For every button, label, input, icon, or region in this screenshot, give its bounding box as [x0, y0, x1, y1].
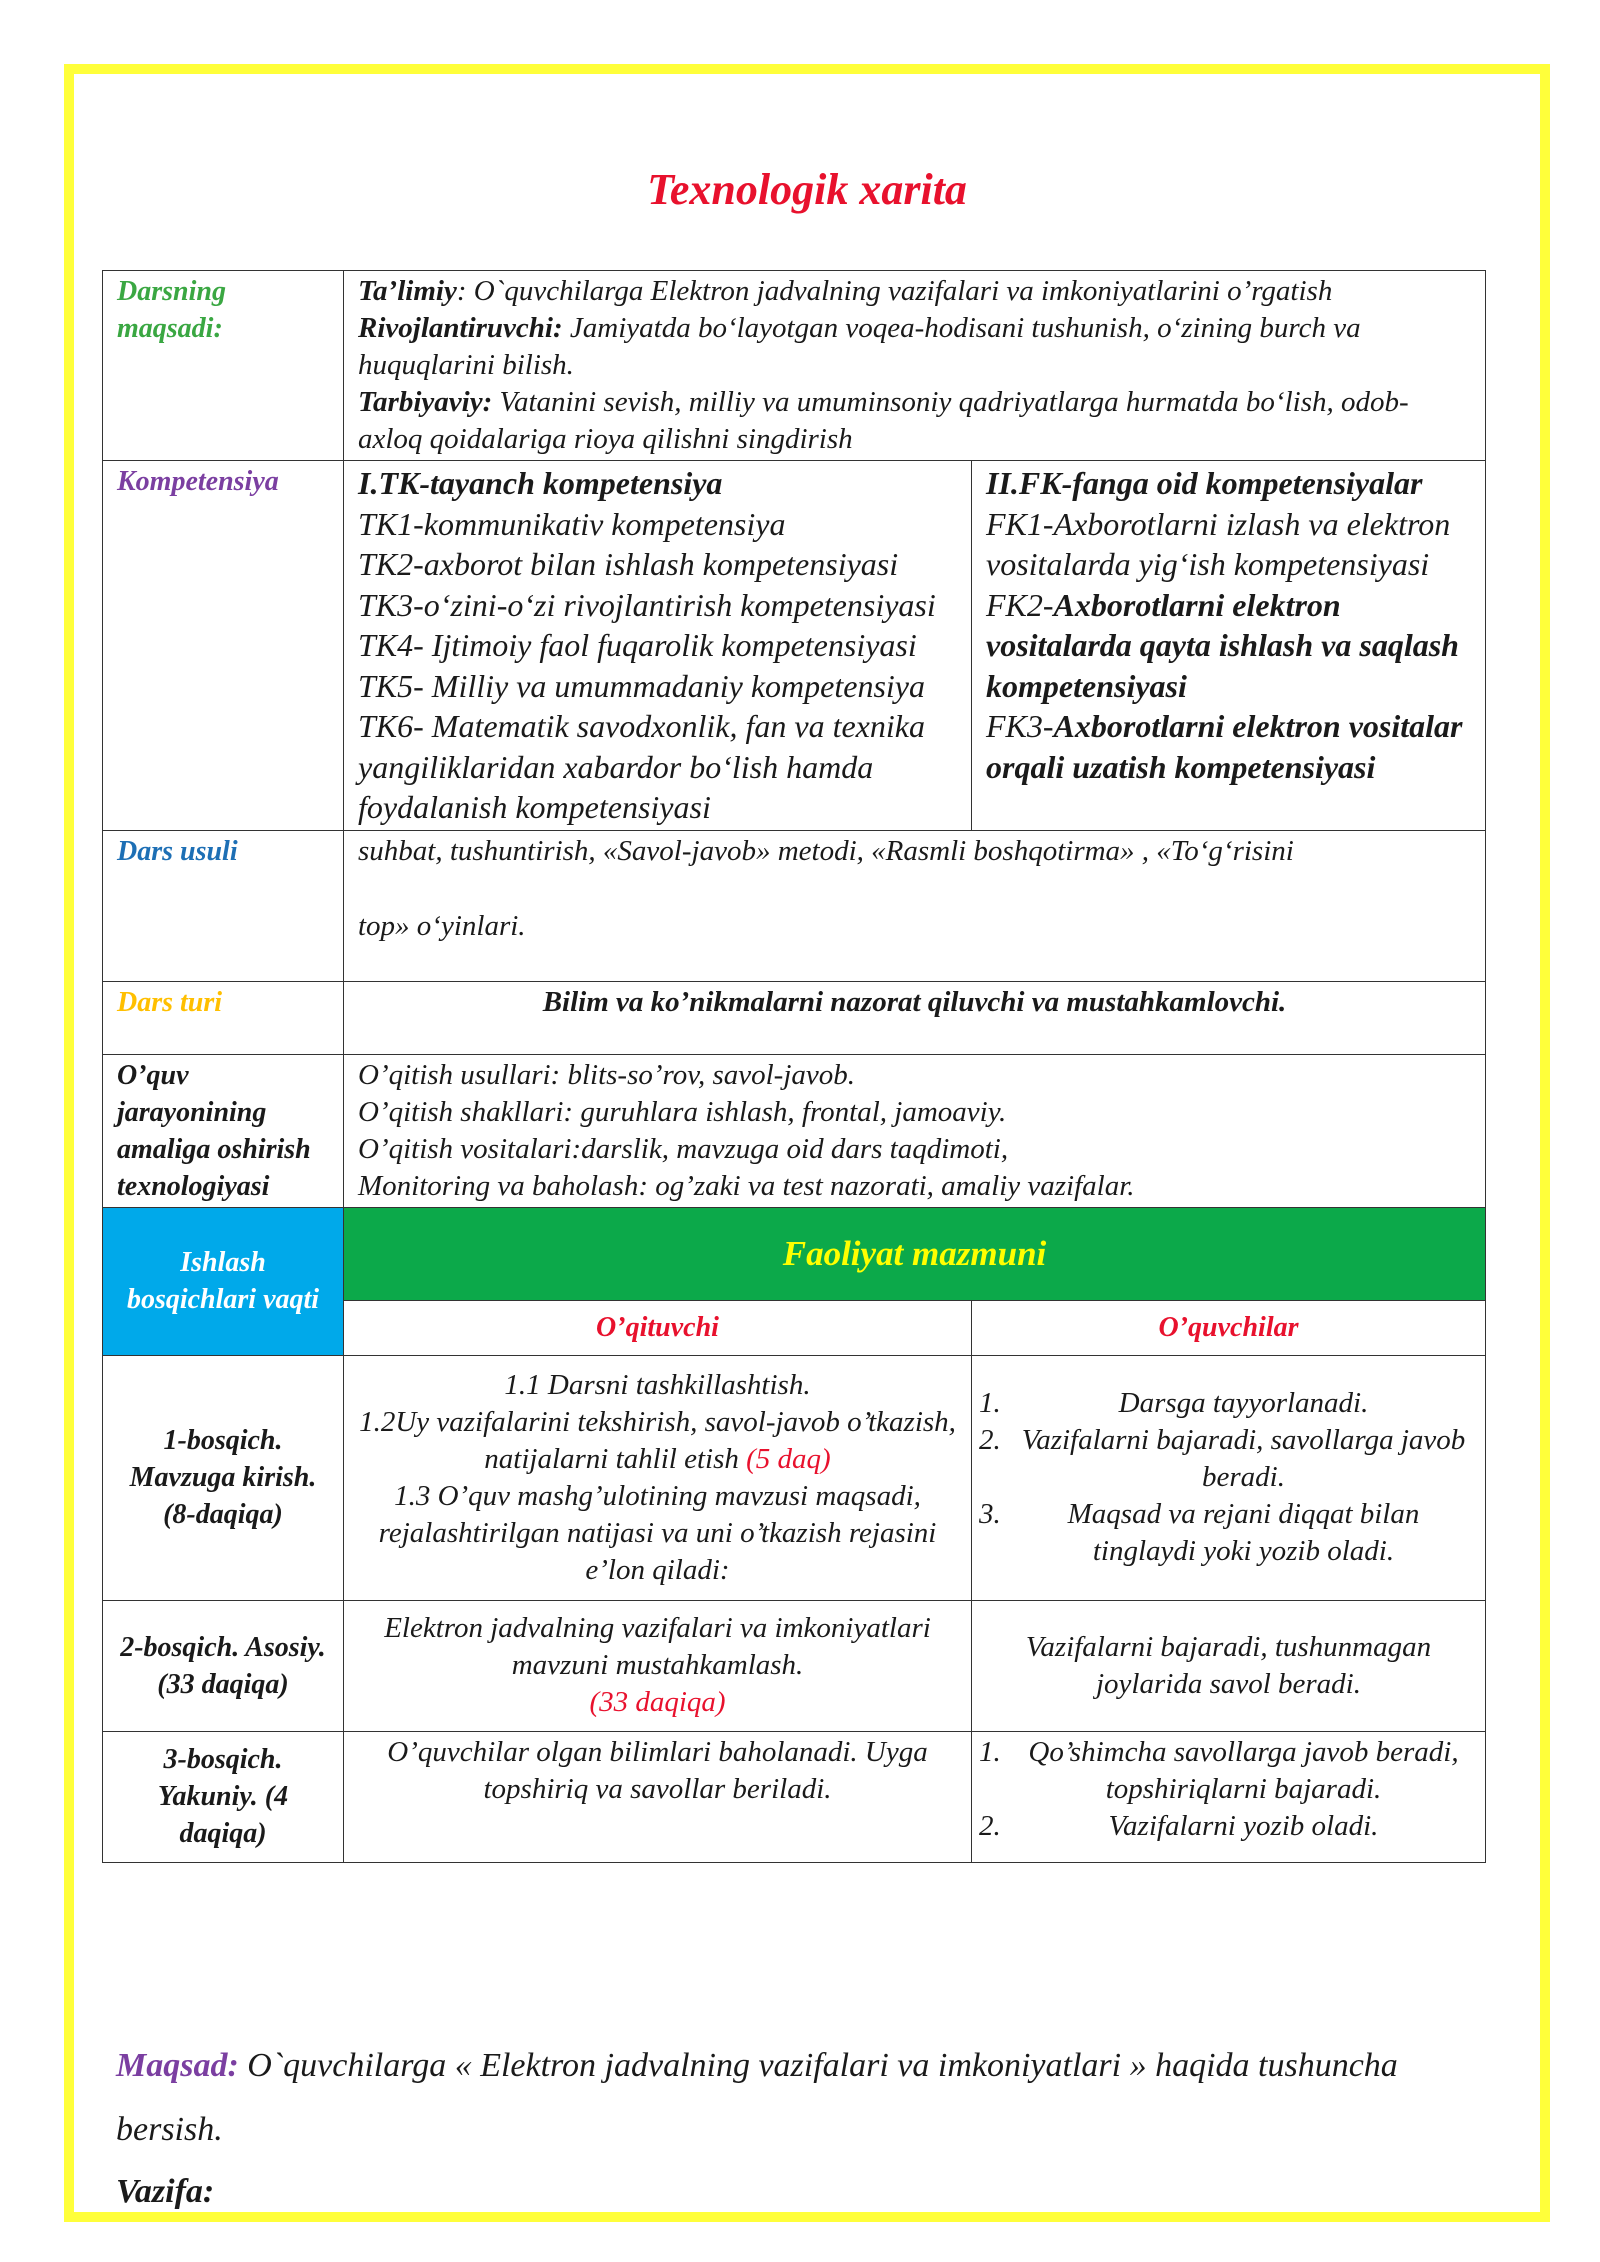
technology-line: O’qitish usullari: blits-so’rov, savol-javob.: [358, 1058, 855, 1091]
stage-students: [972, 1731, 1486, 1862]
time-label: (33 daqiqa): [589, 1686, 726, 1718]
list-item: 1. Qo’shimcha savollarga javob beradi, topshiriqlarni bajaradi.: [1008, 1734, 1471, 1808]
students-list: [986, 1385, 1471, 1570]
method-row: [103, 830, 1486, 981]
footer-goal: [116, 2034, 1488, 2162]
competence-row: [103, 461, 1486, 831]
teacher-step: 1.2Uy vazifalarini tekshirish, savol-javob o’tkazish, natijalarni tahlil etish (5 daq): [359, 1405, 956, 1475]
teacher-header: O’qituvchi: [344, 1300, 972, 1355]
vazifa-label: Vazifa:: [116, 2173, 215, 2210]
stage-label: 3-bosqich. Yakuniy. (4 daqiqa): [103, 1731, 344, 1862]
method-line: suhbat, tushuntirish, «Savol-javob» metodi, «Rasmli boshqotirma» , «To‘g‘risini: [358, 834, 1294, 867]
maqsad-text: O`quvchilarga « Elektron jadvalning vazifalari va imkoniyatlari » haqida tushuncha bersish.: [116, 2047, 1398, 2148]
goal-content: [344, 271, 1486, 461]
tk-item: TK2-axborot bilan ishlash kompetensiyasi: [358, 546, 899, 582]
tk-title: I.TK-tayanch kompetensiya: [358, 465, 723, 501]
lesson-type-row: [103, 981, 1486, 1054]
talimiy-text: : O`quvchilarga Elektron jadvalning vazifalari va imkoniyatlarini o’rgatish: [456, 275, 1333, 307]
time-label: (5 daq): [746, 1442, 831, 1475]
list-item: 2. Vazifalarni bajaradi, savollarga javob beradi.: [1008, 1422, 1471, 1496]
technology-label: O’quv jarayonining amaliga oshirish texnologiyasi: [103, 1054, 344, 1207]
stage-students: Vazifalarni bajaradi, tushunmagan joylarida savol beradi.: [972, 1600, 1486, 1731]
tk-item: TK6- Matematik savodxonlik, fan va texnika yangiliklaridan xabardor bo‘lish hamda foydalanish kompetensiyasi: [358, 708, 925, 825]
technology-line: O’qitish shakllari: guruhlara ishlash, frontal, jamoaviy.: [358, 1095, 1007, 1128]
goal-label: Darsning maqsadi:: [103, 271, 344, 461]
method-line: top» o‘yinlari.: [358, 909, 526, 942]
technology-row: [103, 1054, 1486, 1207]
rivoj-label: Rivojlantiruvchi:: [358, 312, 563, 344]
fk-title: II.FK-fanga oid kompetensiyalar: [986, 465, 1423, 501]
footer-task: [116, 2160, 1488, 2224]
stage-students: [972, 1355, 1486, 1600]
stage-label: 1-bosqich. Mavzuga kirish. (8-daqiqa): [103, 1355, 344, 1600]
teacher-step: 1.1 Darsni tashkillashtish.: [504, 1368, 811, 1401]
technology-line: O’qitish vositalari:darslik, mavzuga oid dars taqdimoti,: [358, 1132, 1009, 1165]
page-title: Texnologik xarita: [647, 165, 967, 214]
fk-item: FK3-Axborotlarni elektron vositalar orqali uzatish kompetensiyasi: [986, 708, 1463, 785]
fk-cell: [972, 461, 1486, 831]
list-item: 2. Vazifalarni yozib oladi.: [1008, 1808, 1471, 1845]
students-header: O’quvchilar: [972, 1300, 1486, 1355]
technology-map-table: [102, 270, 1486, 1863]
tarbiya-text: Vatanini sevish, milliy va umuminsoniy qadriyatlarga hurmatda bo‘lish, odob-axloq qoidalariga rioya qilishni singdirish: [358, 386, 1409, 455]
goal-row: [103, 271, 1486, 461]
tk-item: TK1-kommunikativ kompetensiya: [358, 505, 786, 542]
list-item: 3. Maqsad va rejani diqqat bilan tinglaydi yoki yozib oladi.: [1008, 1496, 1471, 1570]
stage-row: [103, 1731, 1486, 1862]
stage-teacher: O’quvchilar olgan bilimlari baholanadi. Uyga topshiriq va savollar beriladi.: [344, 1731, 972, 1862]
tarbiya-label: Tarbiyaviy:: [358, 386, 493, 418]
stage-teacher: Elektron jadvalning vazifalari va imkoniyatlari mavzuni mustahkamlash. (33 daqiqa): [344, 1600, 972, 1731]
maqsad-label: Maqsad:: [116, 2047, 239, 2084]
stage-column-header: Ishlash bosqichlari vaqti: [103, 1207, 344, 1355]
technology-line: Monitoring va baholash: og’zaki va test nazorati, amaliy vazifalar.: [358, 1169, 1135, 1202]
method-label: Dars usuli: [103, 830, 344, 981]
teacher-step: 1.3 O’quv mashg’ulotining mavzusi maqsadi, rejalashtirilgan natijasi va uni o’tkazish rejasini e’lon qiladi:: [378, 1479, 937, 1586]
tk-item: TK3-o‘zini-o‘zi rivojlantirish kompetensiyasi: [358, 586, 936, 623]
stage-label: 2-bosqich. Asosiy. (33 daqiqa): [103, 1600, 344, 1731]
activity-header: Faoliyat mazmuni: [344, 1207, 1486, 1300]
technology-content: [344, 1054, 1486, 1207]
fk-item: FK1-Axborotlarni izlash va elektron vositalarda yig‘ish kompetensiyasi: [986, 505, 1451, 582]
list-item: 1. Darsga tayyorlanadi.: [1008, 1385, 1471, 1422]
tk-item: TK4- Ijtimoiy faol fuqarolik kompetensiyasi: [358, 627, 917, 663]
page-frame: [64, 64, 1550, 2222]
fk-item: FK2-Axborotlarni elektron vositalarda qayta ishlash va saqlash kompetensiyasi: [986, 586, 1459, 704]
stages-header-row: [103, 1207, 1486, 1300]
tk-item: TK5- Milliy va umummadaniy kompetensiya: [358, 667, 925, 704]
tk-cell: [344, 461, 972, 831]
rivoj-text: Jamiyatda bo‘layotgan voqea-hodisani tushunish, o‘zining burch va huquqlarini bilish.: [358, 312, 1361, 381]
method-content: [344, 830, 1486, 981]
lesson-type-text: Bilim va ko’nikmalarni nazorat qiluvchi va mustahkamlovchi.: [542, 985, 1287, 1018]
lesson-type-label: Dars turi: [103, 981, 344, 1054]
competence-label: Kompetensiya: [103, 461, 344, 831]
students-list: [986, 1734, 1471, 1845]
stage-row: [103, 1600, 1486, 1731]
talimiy-label: Ta’limiy: [358, 275, 457, 307]
stage-row: [103, 1355, 1486, 1600]
stage-teacher: [344, 1355, 972, 1600]
